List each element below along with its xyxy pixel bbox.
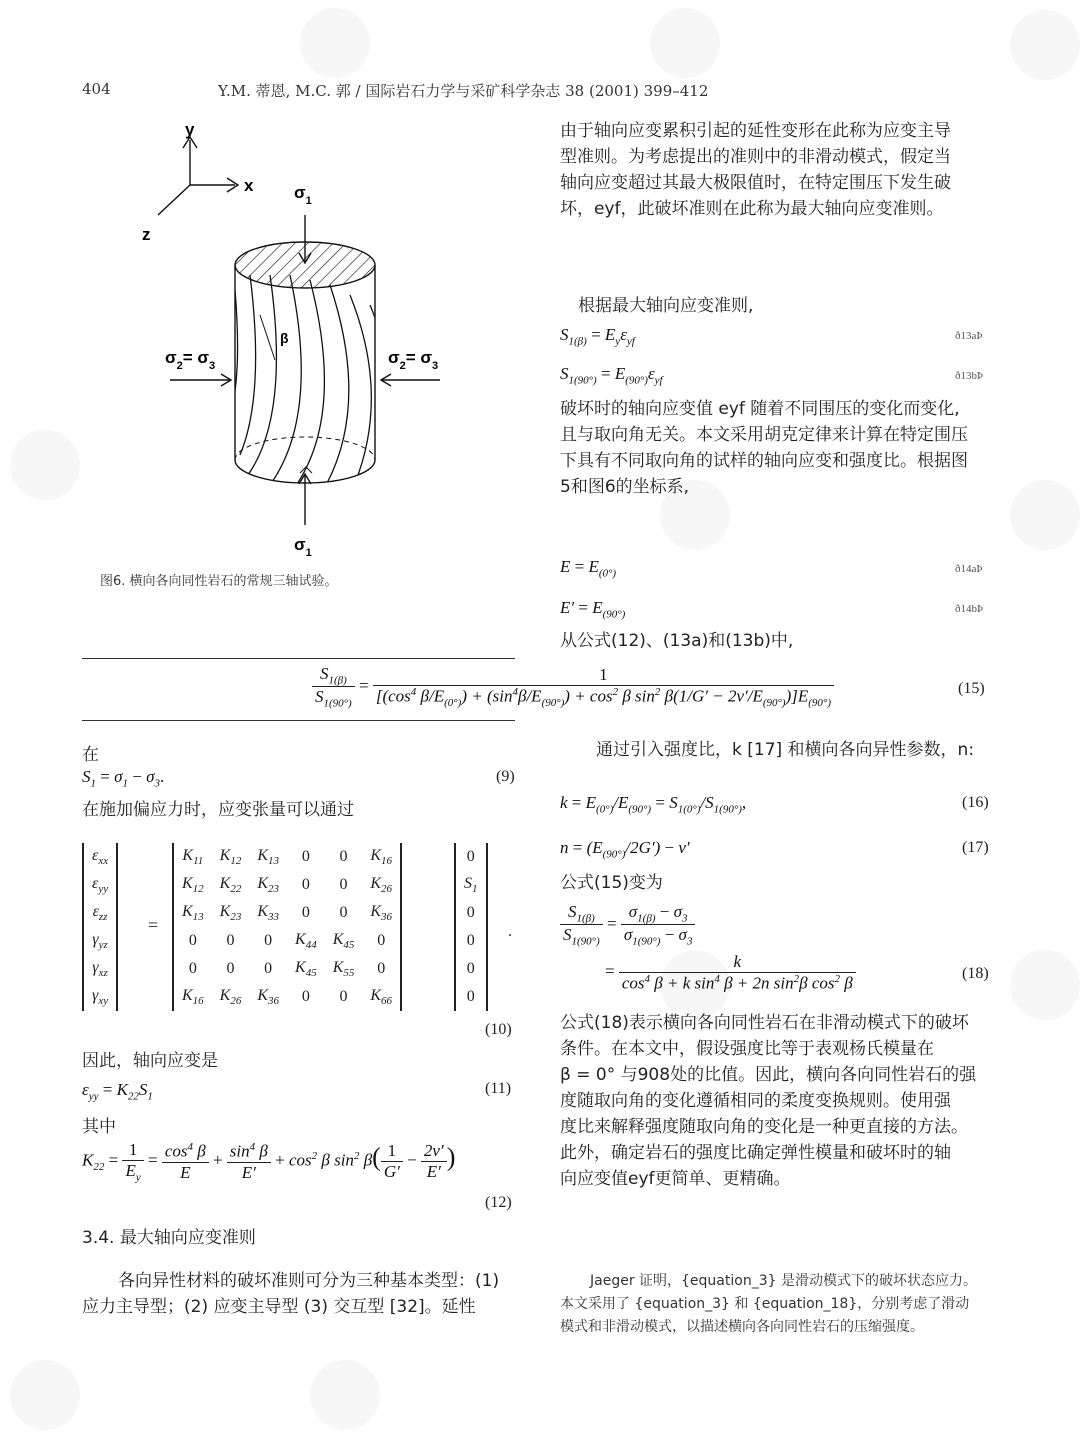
matrix-k-cell: 0 bbox=[339, 876, 348, 893]
matrix-k-cell: $K_{33}$ bbox=[257, 902, 280, 924]
watermark bbox=[1010, 950, 1080, 1020]
matrix-k-cell: 0 bbox=[301, 904, 310, 921]
right-sub3: 3 bbox=[432, 360, 439, 372]
watermark bbox=[10, 1360, 80, 1430]
matrix-k-cell: 0 bbox=[377, 932, 386, 949]
matrix-lhs-cell: $\varepsilon_{xx}$ bbox=[92, 846, 109, 868]
watermark bbox=[1010, 480, 1080, 550]
matrix-k-cell: $K_{45}$ bbox=[295, 958, 317, 980]
right-sigma2: σ bbox=[388, 348, 400, 367]
text-line: β = 0° 与908处的比值。因此，横向各向同性岩石的强 bbox=[560, 1065, 977, 1085]
eq14b-tag: ð14bÞ bbox=[955, 603, 984, 615]
matrix-k-cell: $K_{66}$ bbox=[370, 986, 393, 1008]
matrix-k-cell: 0 bbox=[264, 960, 273, 977]
rule-bottom bbox=[82, 720, 515, 721]
eq15-becomes: 公式(15)变为 bbox=[560, 873, 663, 893]
eq10-tag: (10) bbox=[485, 1021, 512, 1038]
matrix-k-cell: $K_{22}$ bbox=[219, 874, 242, 896]
matrix-k-cell: 0 bbox=[301, 876, 310, 893]
strain-tensor-text: 在施加偏应力时，应变张量可以通过 bbox=[82, 800, 354, 820]
text-line: 由于轴向应变累积引起的延性变形在此称为应变主导 bbox=[560, 121, 951, 141]
sigma1-bottom-sub: 1 bbox=[305, 547, 312, 559]
therefore-text: 因此，轴向应变是 bbox=[82, 1051, 218, 1071]
text-line: 度随取向角的变化遵循相同的柔度变换规则。使用强 bbox=[560, 1091, 951, 1111]
para-eq18 bbox=[560, 1010, 1000, 1192]
para-jaeger bbox=[560, 1270, 1010, 1339]
text-line: 模式和非滑动模式，以描述横向各向同性岩石的压缩强度。 bbox=[560, 1319, 924, 1335]
para-intro-13: 根据最大轴向应变准则, bbox=[578, 296, 754, 316]
matrix-k-cell: 0 bbox=[339, 848, 348, 865]
text-line: 型准则。为考虑提出的准则中的非滑动模式，假定当 bbox=[560, 147, 951, 167]
matrix-k-cell: $K_{45}$ bbox=[332, 930, 355, 952]
matrix-k-cell: 0 bbox=[301, 988, 310, 1005]
matrix-k-cell: $K_{23}$ bbox=[257, 874, 280, 896]
eq18-tag: (18) bbox=[962, 965, 989, 982]
text-line: Jaeger 证明，{equation_3} 是滑动模式下的破坏状态应力。 bbox=[590, 1273, 977, 1289]
matrix-k-cell: 0 bbox=[226, 960, 235, 977]
bedding-planes bbox=[230, 275, 386, 487]
text-line: 轴向应变超过其最大极限值时，在特定围压下发生破 bbox=[560, 173, 951, 193]
axis-y-label: y bbox=[185, 120, 195, 139]
matrix-k-cell: $K_{23}$ bbox=[219, 902, 242, 924]
equation-17: $n = (E_{(90^\circ)}/2G') - v'$ bbox=[560, 838, 690, 861]
matrix-k-cell: $K_{26}$ bbox=[219, 986, 242, 1008]
text-line: 本文采用了 {equation_3} 和 {equation_18}，分别考虑了滑动 bbox=[560, 1296, 970, 1312]
left-sub2: 2 bbox=[176, 360, 183, 372]
eq12-tag: (12) bbox=[485, 1194, 512, 1211]
watermark bbox=[300, 8, 370, 78]
equation-16: $k = E_{(0^\circ)}/E_{(90^\circ)} = S_{1(0^\circ)}/S_{1(90^\circ)}$, bbox=[560, 793, 747, 816]
text-in: 在 bbox=[82, 745, 99, 765]
equation-18-line2: = $\frac{k}{\cos^4 \beta + k \sin^4 \beta + 2n \sin^2\beta \cos^2 \beta}$ bbox=[605, 952, 856, 994]
eq14a-tag: ð14aÞ bbox=[955, 563, 983, 575]
text-line: 应力主导型；(2) 应变主导型 (3) 交互型 [32]。延性 bbox=[82, 1297, 476, 1317]
eq16-tag: (16) bbox=[962, 794, 989, 811]
eq11-tag: (11) bbox=[485, 1080, 512, 1097]
matrix-lhs-cell: $\varepsilon_{zz}$ bbox=[92, 902, 108, 924]
text-line: 破坏时的轴向应变值 eyf 随着不同围压的变化而变化, bbox=[560, 399, 960, 419]
watermark bbox=[310, 1360, 380, 1430]
matrix-k-cell: $K_{11}$ bbox=[182, 846, 204, 868]
matrix-k-cell: $K_{12}$ bbox=[219, 846, 242, 868]
matrix-lhs-cell: $\varepsilon_{yy}$ bbox=[92, 874, 109, 896]
matrix-k-cell: $K_{16}$ bbox=[370, 846, 393, 868]
from-equations: 从公式(12)、(13a)和(13b)中, bbox=[560, 631, 794, 651]
matrix-k-cell: 0 bbox=[377, 960, 386, 977]
eq17-tag: (17) bbox=[962, 839, 989, 856]
beta-label: β bbox=[280, 330, 289, 346]
text-line: 向应变值eyf更简单、更精确。 bbox=[560, 1169, 791, 1189]
text-line: 各向异性材料的破坏准则可分为三种基本类型：(1) bbox=[118, 1271, 500, 1291]
matrix-k-cell: 0 bbox=[226, 932, 235, 949]
para-strain-criterion bbox=[560, 118, 1000, 222]
para-failure-types bbox=[82, 1268, 522, 1320]
text-line: 条件。在本文中，假设强度比等于表观杨氏模量在 bbox=[560, 1039, 934, 1059]
svg-text:σ1 bbox=[294, 183, 312, 207]
matrix-rhs-cell: 0 bbox=[466, 932, 475, 949]
matrix-k-cell: $K_{36}$ bbox=[257, 986, 280, 1008]
right-eq: = σ bbox=[405, 348, 433, 367]
svg-text:σ2= σ3 bbox=[388, 348, 438, 372]
text-line: 下具有不同取向角的试样的轴向应变和强度比。根据图 bbox=[560, 451, 968, 471]
figure-caption: 图6. 横向各向同性岩石的常规三轴试验。 bbox=[100, 574, 338, 589]
matrix-rhs-cell: 0 bbox=[466, 848, 475, 865]
equation-15: $\frac{S_{1(\beta)}}{S_{1(90^\circ)}}$ = 1 [($\cos^4$ $\beta/E_{(0^\circ)}) + (\sin^4\beta/E_{(90^\circ)}) + \cos^2 \beta$ $\sin^2 \beta(1/G' - 2v'/E_{(90^\circ)})]E_{(90^\circ)}$ bbox=[312, 664, 834, 710]
watermark bbox=[650, 8, 720, 78]
matrix-k-cell: $K_{13}$ bbox=[257, 846, 280, 868]
equation-14a: $E = E_{(0^\circ)}$ bbox=[560, 557, 617, 580]
matrix-rhs-cell: 0 bbox=[466, 904, 475, 921]
equation-13b: $S_{1(90^\circ)} = E_{(90^\circ)}\varepsilon_{yf}$ bbox=[560, 364, 663, 387]
text-line: 度比来解释强度随取向角的变化是一种更直接的方法。 bbox=[560, 1117, 968, 1137]
left-sub3: 3 bbox=[209, 360, 216, 372]
sigma1-top-sub: 1 bbox=[305, 195, 312, 207]
where-text: 其中 bbox=[82, 1117, 116, 1137]
matrix-k-cell: $K_{13}$ bbox=[182, 902, 204, 924]
matrix-rhs-cell: 0 bbox=[466, 960, 475, 977]
matrix-k-cell: $K_{12}$ bbox=[182, 874, 204, 896]
equation-12: $K_{22}$ = $\frac{1}{E_y}$ = $\frac{\cos^4 \beta}{E}$ + $\frac{\sin^4 \beta}{E'}$ + $\cos^2 \beta$ $\sin^2 \beta$( $\frac{1}{G'}$ − $\frac{2v'}{E'}$ ) bbox=[82, 1140, 456, 1184]
matrix-k-cell: 0 bbox=[339, 904, 348, 921]
sigma1-bottom: σ bbox=[294, 535, 306, 554]
left-sigma2: σ bbox=[165, 348, 177, 367]
running-title: Y.M. 蒂恩, M.C. 郭 / 国际岩石力学与采矿科学杂志 38 (2001) 399–412 bbox=[218, 82, 709, 100]
matrix-lhs-cell: $\gamma_{xz}$ bbox=[92, 958, 108, 980]
matrix-k-cell: $K_{16}$ bbox=[182, 986, 204, 1008]
matrix-rhs-cell: 0 bbox=[466, 988, 475, 1005]
equation-14b: $E' = E_{(90^\circ)}$ bbox=[560, 598, 626, 621]
matrix-k-cell: 0 bbox=[301, 848, 310, 865]
eq13b-tag: ð13bÞ bbox=[955, 370, 984, 382]
text-line: 5和图6的坐标系, bbox=[560, 477, 690, 497]
right-sub2: 2 bbox=[399, 360, 406, 372]
para-strength-ratio: 通过引入强度比，k [17] 和横向各向异性参数，n: bbox=[596, 740, 975, 760]
watermark bbox=[10, 430, 80, 500]
para-failure-strain bbox=[560, 396, 1000, 500]
svg-text:σ1 bbox=[294, 535, 312, 559]
eq13a-tag: ð13aÞ bbox=[955, 330, 983, 342]
matrix-lhs-cell: $\gamma_{xy}$ bbox=[92, 986, 109, 1008]
equation-11: $\varepsilon_{yy} = K_{22}S_1$ bbox=[82, 1080, 153, 1103]
axis-z-label: z bbox=[142, 225, 151, 244]
equation-13a: $S_{1(\beta)} = E_y\varepsilon_{yf}$ bbox=[560, 325, 635, 348]
page-number: 404 bbox=[82, 80, 111, 98]
equation-9: $S_1 = \sigma_1 - \sigma_3$. bbox=[82, 767, 165, 790]
svg-text:σ2= σ3 bbox=[165, 348, 215, 372]
matrix-k-cell: $K_{26}$ bbox=[370, 874, 393, 896]
text-line: 且与取向角无关。本文采用胡克定律来计算在特定围压 bbox=[560, 425, 968, 445]
matrix-k-cell: $K_{55}$ bbox=[332, 958, 355, 980]
left-eq: = σ bbox=[182, 348, 210, 367]
matrix-lhs-cell: $\gamma_{yz}$ bbox=[92, 930, 108, 952]
watermark bbox=[1010, 10, 1080, 80]
text-line: 公式(18)表示横向各向同性岩石在非滑动模式下的破坏 bbox=[560, 1013, 969, 1033]
matrix-k-cell: 0 bbox=[188, 960, 197, 977]
eq9-tag: (9) bbox=[496, 768, 515, 785]
text-line: 此外，确定岩石的强度比确定弹性模量和破坏时的轴 bbox=[560, 1143, 951, 1163]
rule-top bbox=[82, 658, 515, 659]
triaxial-figure bbox=[130, 115, 510, 565]
axis-x-label: x bbox=[244, 176, 254, 195]
matrix-rhs-cell: $S_1$ bbox=[464, 874, 478, 896]
text-line: 坏，eyf，此破坏准则在此称为最大轴向应变准则。 bbox=[560, 199, 944, 219]
matrix-k-cell: 0 bbox=[188, 932, 197, 949]
matrix-k-cell: 0 bbox=[339, 988, 348, 1005]
matrix-k-cell: 0 bbox=[264, 932, 273, 949]
matrix-k-cell: $K_{36}$ bbox=[370, 902, 393, 924]
eq15-tag: (15) bbox=[958, 680, 985, 697]
section-heading: 3.4. 最大轴向应变准则 bbox=[82, 1228, 256, 1248]
equation-18-line1: $\frac{S_{1(\beta)}}{S_{1(90^\circ)}}$ = $\frac{\sigma_{1(\beta)} - \sigma_3}{\sigma_{1(90^\circ)} - \sigma_3}$ bbox=[560, 902, 695, 948]
matrix-k-cell: $K_{44}$ bbox=[295, 930, 317, 952]
sigma1-top: σ bbox=[294, 183, 306, 202]
